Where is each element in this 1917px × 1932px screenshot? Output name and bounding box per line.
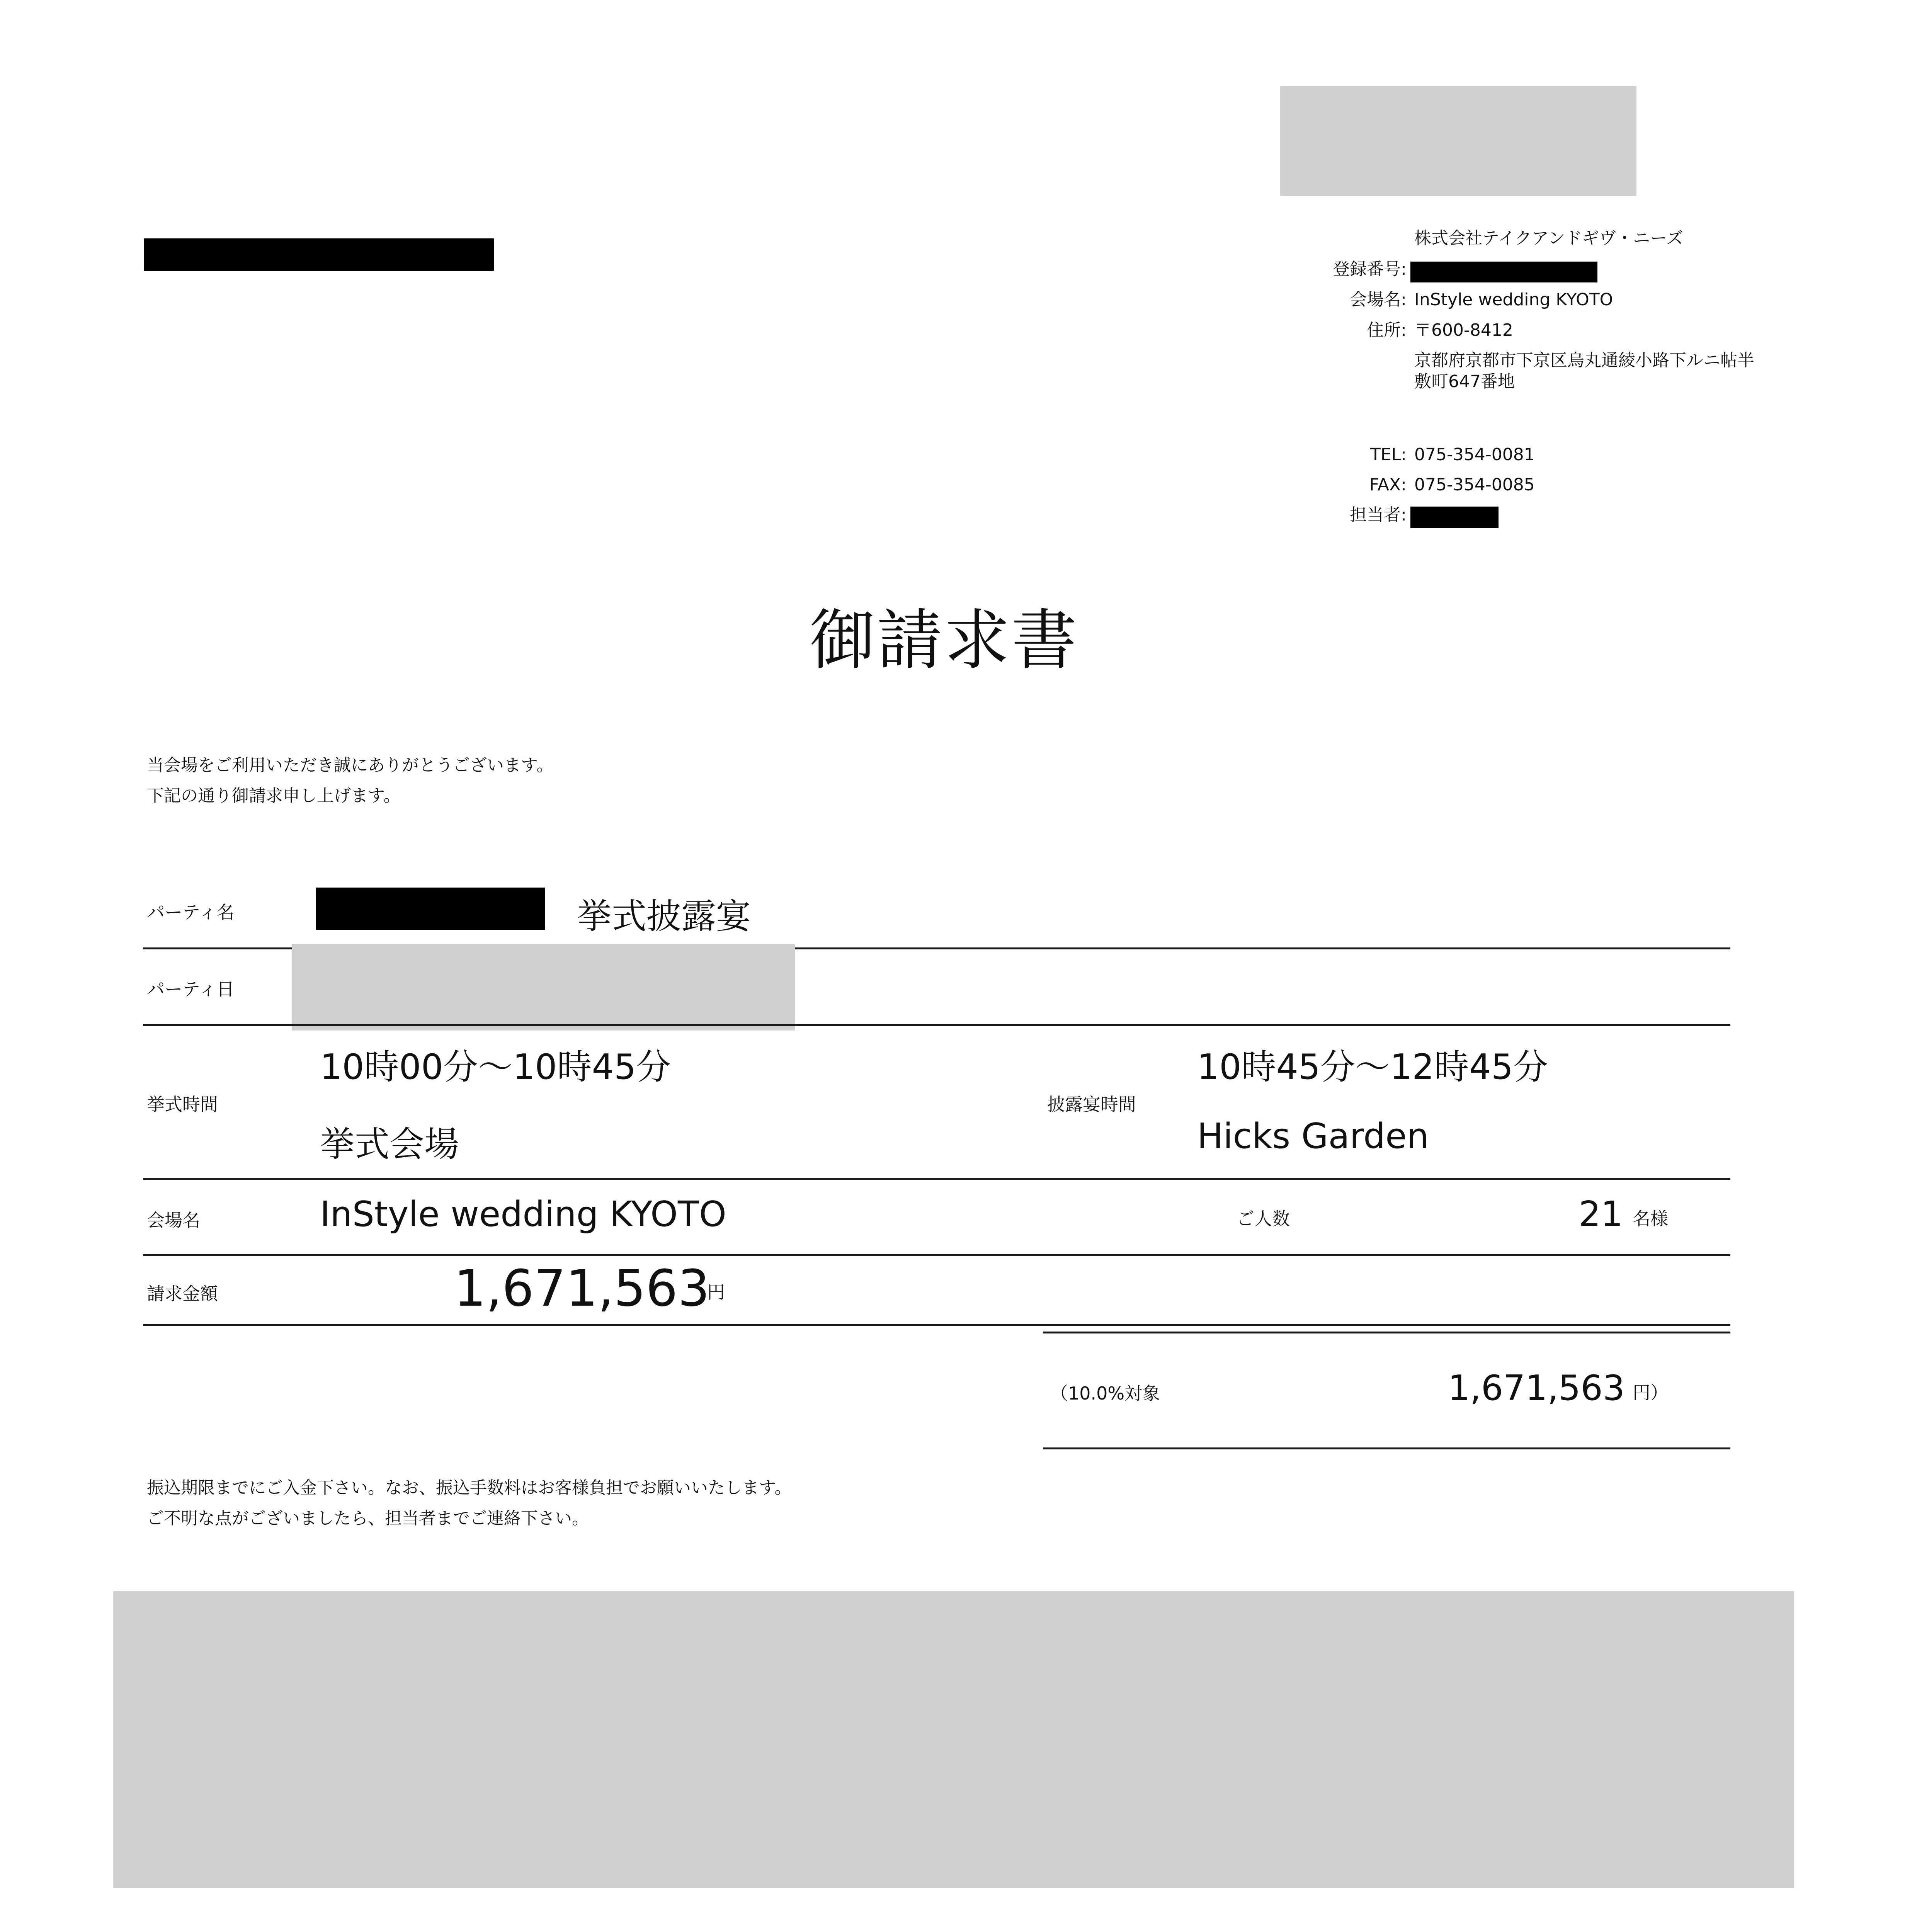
redacted-reg-number <box>1410 262 1597 282</box>
issuer-postal: 〒600-8412 <box>1414 320 1513 340</box>
document-title: 御請求書 <box>810 602 1079 679</box>
ceremony-time-label: 挙式時間 <box>147 1094 218 1115</box>
issuer-company: 株式会社テイクアンドギヴ・ニーズ <box>1414 228 1684 248</box>
row-divider <box>143 1024 1730 1026</box>
row-divider <box>143 1254 1730 1256</box>
greeting-line-1: 当会場をご利用いただき誠にありがとうございます。 <box>147 755 554 775</box>
issuer-address-line1: 京都府京都市下京区烏丸通綾小路下ルニ帖半 <box>1414 350 1754 370</box>
row-divider <box>143 1324 1043 1326</box>
issuer-venue-value: InStyle wedding KYOTO <box>1414 290 1613 310</box>
redacted-logo-block <box>1280 86 1636 196</box>
redacted-party-date <box>292 944 795 1031</box>
reception-time-label: 披露宴時間 <box>1047 1094 1136 1115</box>
issuer-fax-label: FAX: <box>1369 475 1407 495</box>
amount-label: 請求金額 <box>147 1283 218 1304</box>
party-date-label: パーティ日 <box>147 979 235 1000</box>
issuer-address-line2: 敷町647番地 <box>1414 372 1515 391</box>
issuer-reg-label: 登録番号: <box>1333 259 1407 279</box>
party-name-label: パーティ名 <box>147 902 235 923</box>
tax-top-divider <box>1043 1332 1730 1333</box>
tax-bottom-divider <box>1043 1447 1730 1449</box>
redacted-recipient-name <box>144 238 494 271</box>
amount-value: 1,671,563 <box>454 1259 710 1318</box>
issuer-staff-label: 担当者: <box>1350 505 1407 525</box>
row-divider <box>1043 1324 1730 1326</box>
guests-unit: 名様 <box>1633 1208 1668 1229</box>
redacted-bank-info-block <box>113 1591 1794 1888</box>
amount-unit: 円 <box>707 1282 725 1303</box>
greeting-line-2: 下記の通り御請求申し上げます。 <box>147 786 401 806</box>
issuer-venue-label: 会場名: <box>1350 290 1407 310</box>
guests-value: 21 <box>1579 1194 1623 1235</box>
issuer-address-label: 住所: <box>1367 320 1407 340</box>
ceremony-time-value: 10時00分〜10時45分 <box>320 1047 671 1087</box>
tax-unit: 円） <box>1633 1382 1668 1403</box>
tax-label: （10.0%対象 <box>1050 1383 1160 1404</box>
redacted-party-name <box>316 888 545 930</box>
row-divider <box>143 1178 1730 1180</box>
issuer-fax-value: 075-354-0085 <box>1414 475 1535 495</box>
venue-value: InStyle wedding KYOTO <box>320 1194 726 1235</box>
note-line-2: ご不明な点がございましたら、担当者までご連絡下さい。 <box>147 1509 589 1528</box>
venue-label: 会場名 <box>147 1210 200 1231</box>
guests-label: ご人数 <box>1237 1208 1290 1229</box>
ceremony-place-value: 挙式会場 <box>320 1124 459 1165</box>
reception-place-value: Hicks Garden <box>1197 1116 1429 1156</box>
issuer-tel-label: TEL: <box>1370 445 1407 464</box>
party-name-value: 挙式披露宴 <box>577 896 751 937</box>
reception-time-value: 10時45分〜12時45分 <box>1197 1047 1548 1087</box>
issuer-tel-value: 075-354-0081 <box>1414 445 1535 464</box>
redacted-staff-name <box>1410 507 1499 528</box>
tax-value: 1,671,563 <box>1448 1368 1625 1408</box>
note-line-1: 振込期限までにご入金下さい。なお、振込手数料はお客様負担でお願いいたします。 <box>147 1478 792 1498</box>
